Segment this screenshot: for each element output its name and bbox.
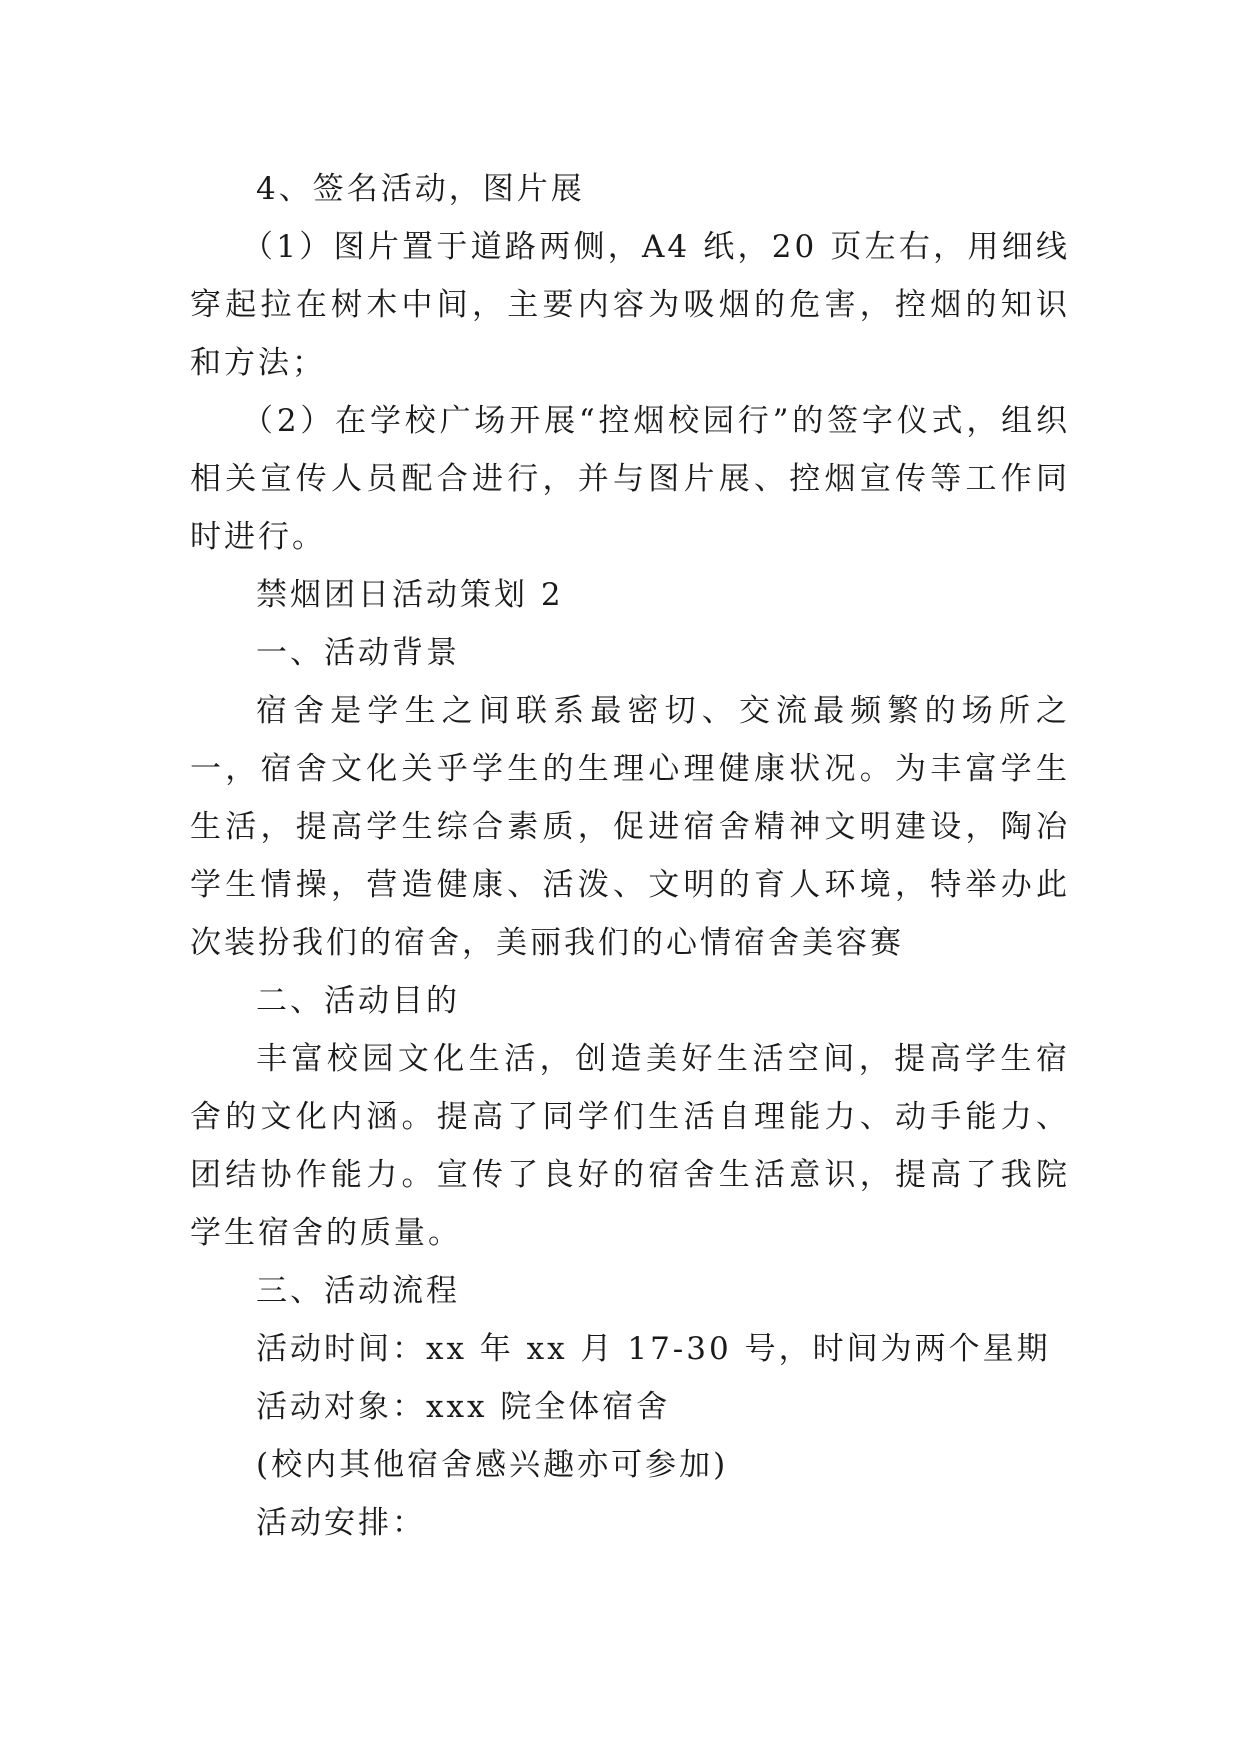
paragraph-background: 宿舍是学生之间联系最密切、交流最频繁的场所之一，宿舍文化关乎学生的生理心理健康状况。为丰富学生生活，提高学生综合素质，促进宿舍精神文明建设，陶冶学生情操，营造健康、活泼、文明的育人环境，特举办此次装扮我们的宿舍，美丽我们的心情宿舍美容赛 xyxy=(190,693,1070,961)
heading-process: 三、活动流程 xyxy=(256,1273,460,1309)
heading-background: 一、活动背景 xyxy=(256,635,460,671)
paragraph-purpose: 丰富校园文化生活，创造美好生活空间，提高学生宿舍的文化内涵。提高了同学们生活自理能力、动手能力、团结协作能力。宣传了良好的宿舍生活意识，提高了我院学生宿舍的质量。 xyxy=(190,1041,1070,1251)
heading-purpose: 二、活动目的 xyxy=(256,983,460,1019)
section-title: 禁烟团日活动策划 2 xyxy=(256,577,564,613)
paragraph-arrangement: 活动安排： xyxy=(256,1505,426,1541)
paragraph-item-1: （1）图片置于道路两侧，A4 纸，20 页左右，用细线穿起拉在树木中间，主要内容为吸烟的危害，控烟的知识和方法； xyxy=(190,229,1070,381)
document-body xyxy=(190,160,1070,1552)
paragraph-activity-time: 活动时间：xx 年 xx 月 17-30 号，时间为两个星期 xyxy=(256,1331,1051,1367)
paragraph-item-2: （2）在学校广场开展“控烟校园行”的签字仪式，组织相关宣传人员配合进行，并与图片展、控烟宣传等工作同时进行。 xyxy=(190,403,1070,555)
paragraph-signing-activity: 4、签名活动，图片展 xyxy=(256,171,585,207)
paragraph-note: (校内其他宿舍感兴趣亦可参加) xyxy=(256,1447,729,1483)
paragraph-activity-target: 活动对象：xxx 院全体宿舍 xyxy=(256,1389,671,1425)
